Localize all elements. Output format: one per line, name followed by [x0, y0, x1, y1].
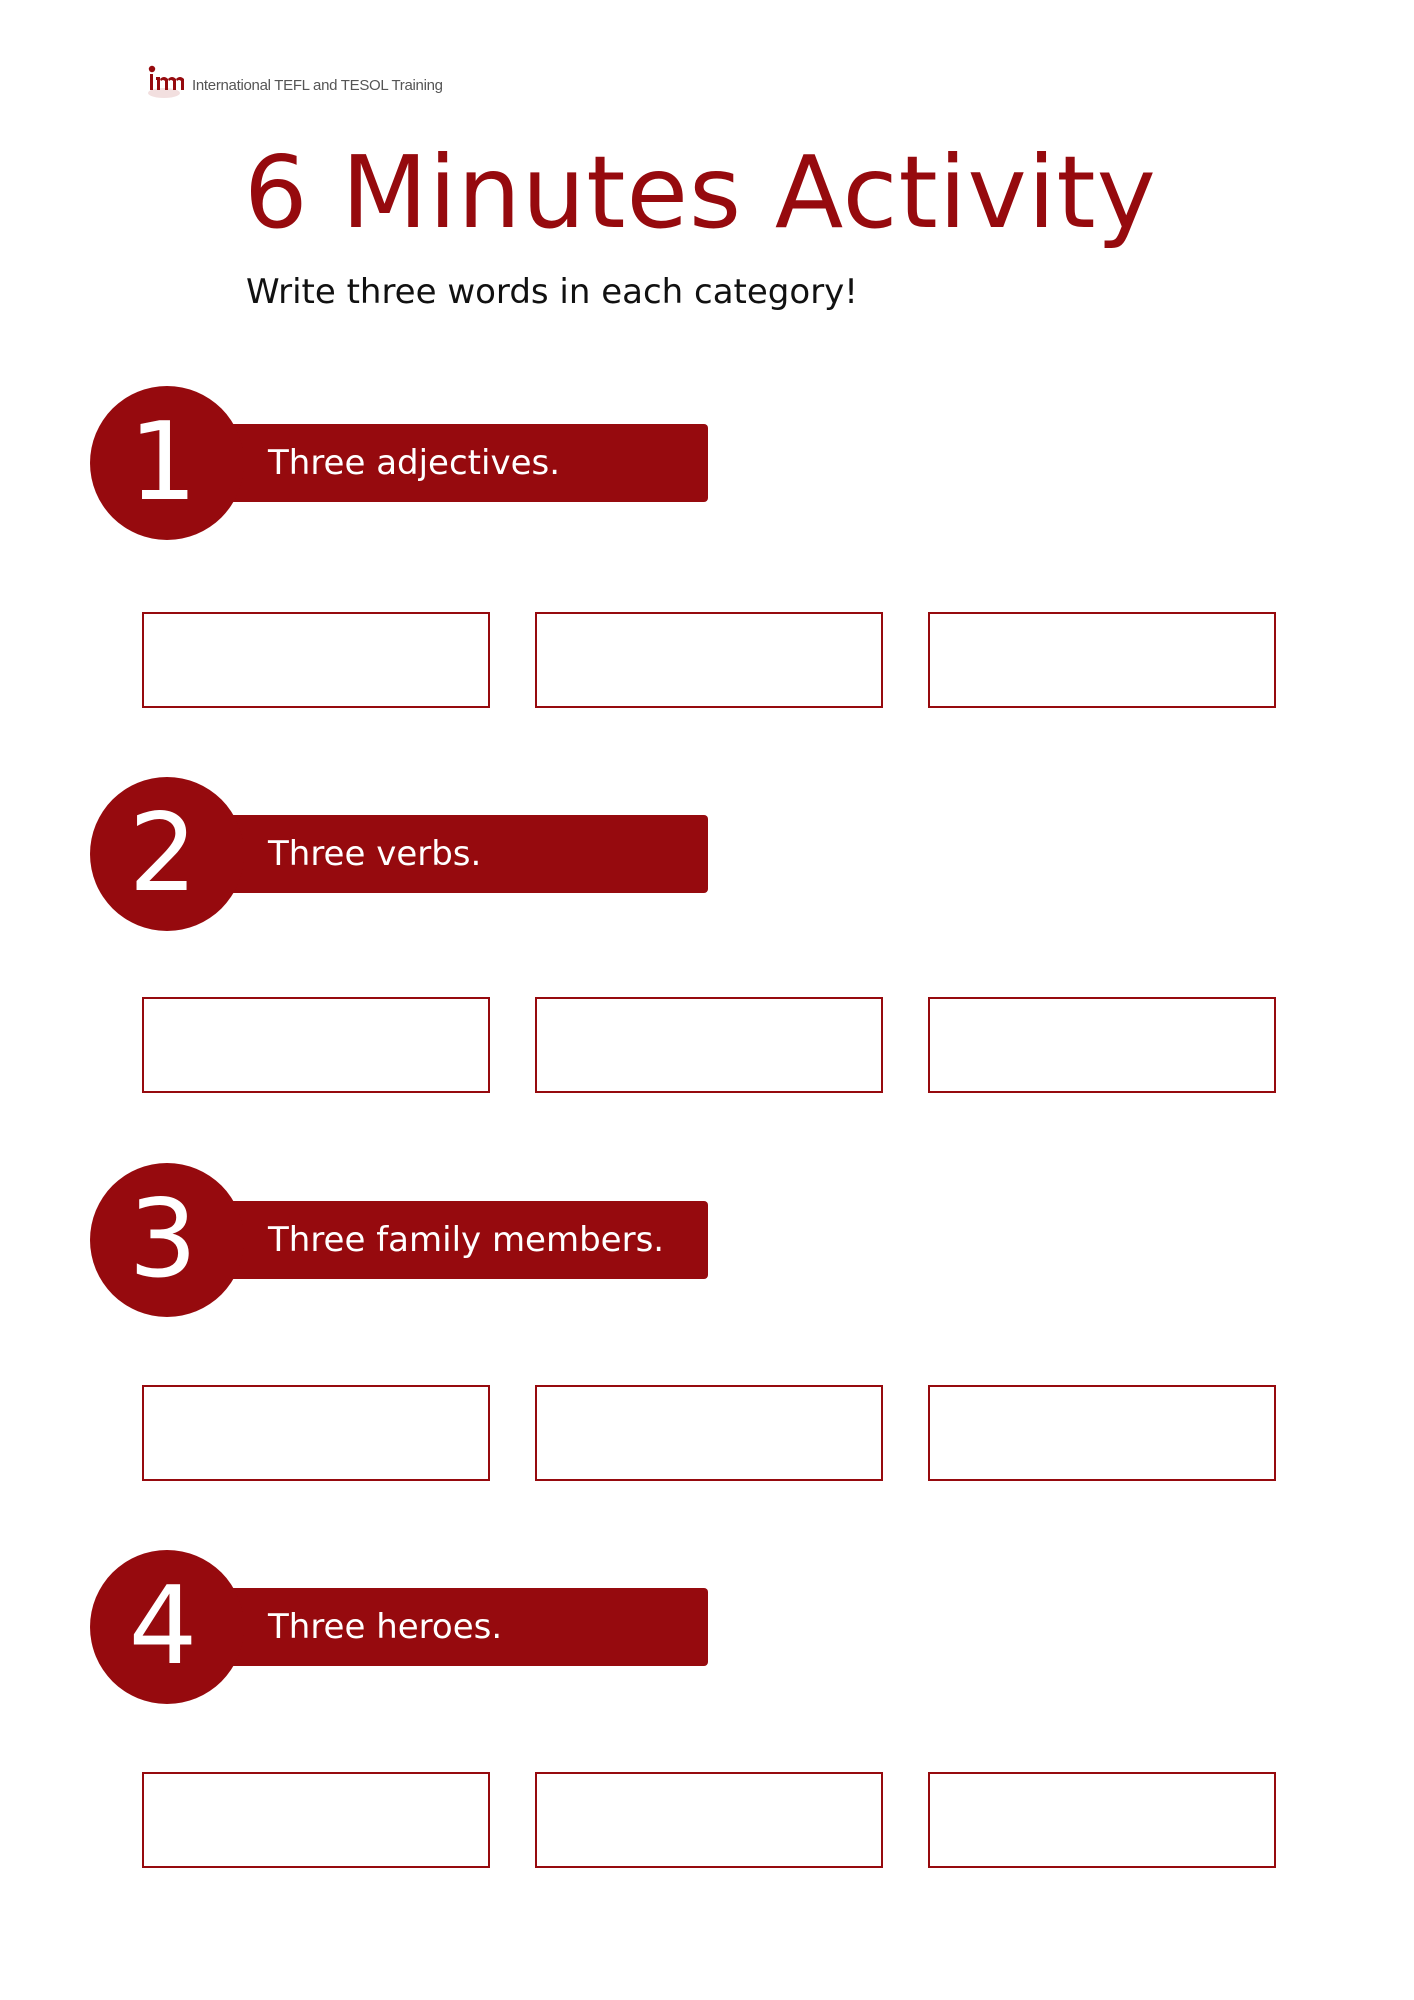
- instructions-text: Write three words in each category!: [246, 272, 858, 312]
- answer-box-row: [142, 1772, 1278, 1868]
- category-number-badge: [90, 1550, 244, 1704]
- category-section-4: [0, 1550, 1414, 1880]
- answer-box-3[interactable]: [928, 1385, 1276, 1481]
- category-label: Three verbs.: [268, 834, 482, 874]
- answer-box-row: [142, 997, 1278, 1093]
- answer-box-2[interactable]: [535, 612, 883, 708]
- answer-box-1[interactable]: [142, 1772, 490, 1868]
- logo-text: International TEFL and TESOL Training: [192, 76, 443, 94]
- answer-box-1[interactable]: [142, 1385, 490, 1481]
- answer-box-2[interactable]: [535, 1385, 883, 1481]
- answer-box-row: [142, 612, 1278, 708]
- answer-box-2[interactable]: [535, 997, 883, 1093]
- answer-box-3[interactable]: [928, 1772, 1276, 1868]
- category-section-1: [0, 386, 1414, 716]
- category-number: 1: [128, 400, 198, 525]
- page-title: 6 Minutes Activity: [244, 134, 1157, 251]
- answer-box-row: [142, 1385, 1278, 1481]
- category-number-badge: [90, 777, 244, 931]
- category-number-badge: [90, 1163, 244, 1317]
- answer-box-3[interactable]: [928, 612, 1276, 708]
- category-label-bar: [210, 424, 708, 502]
- category-number: 3: [128, 1177, 198, 1302]
- category-section-2: [0, 777, 1414, 1107]
- category-number: 2: [128, 791, 198, 916]
- category-label: Three family members.: [268, 1220, 665, 1260]
- category-label-bar: [210, 1588, 708, 1666]
- answer-box-3[interactable]: [928, 997, 1276, 1093]
- category-number-badge: [90, 386, 244, 540]
- category-label: Three heroes.: [268, 1607, 503, 1647]
- ittt-logo-icon: [142, 63, 186, 101]
- brand-logo: [142, 62, 443, 102]
- category-label-bar: [210, 815, 708, 893]
- category-section-3: [0, 1163, 1414, 1493]
- category-label: Three adjectives.: [268, 443, 561, 483]
- answer-box-1[interactable]: [142, 612, 490, 708]
- category-label-bar: [210, 1201, 708, 1279]
- answer-box-2[interactable]: [535, 1772, 883, 1868]
- category-number: 4: [128, 1564, 198, 1689]
- answer-box-1[interactable]: [142, 997, 490, 1093]
